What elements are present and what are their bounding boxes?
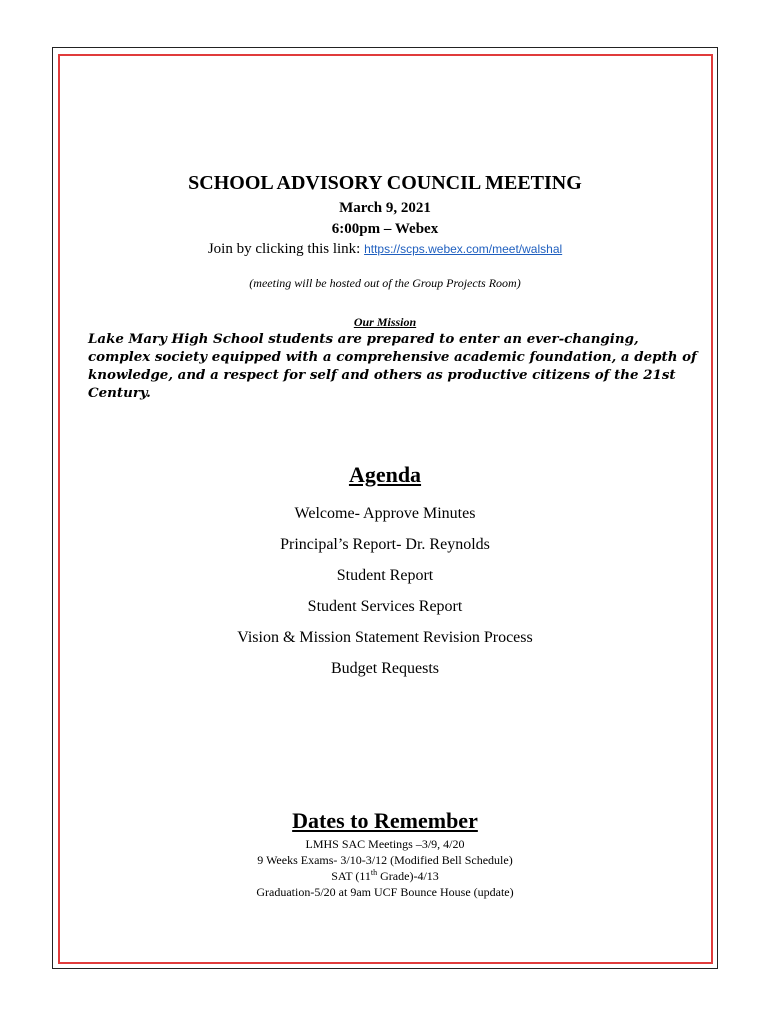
- dates-list: [60, 836, 710, 900]
- join-prefix: Join by clicking this link:: [207, 241, 365, 257]
- meeting-time: 6:00pm – Webex: [331, 221, 439, 237]
- meeting-title: SCHOOL ADVISORY COUNCIL MEETING: [188, 172, 582, 194]
- join-line: [60, 241, 710, 258]
- agenda-item: Vision & Mission Statement Revision Process: [237, 629, 533, 646]
- sat-prefix: SAT (11: [331, 869, 371, 883]
- mission-statement: Lake Mary High School students are prepared to enter an ever-changing, complex society equipped with a comprehensive academic foundation, a depth of knowledge, and a respect for self and others as productive citizens of the 21st Century.: [88, 331, 697, 401]
- date-item: Graduation-5/20 at 9am UCF Bounce House (update): [256, 885, 514, 899]
- meeting-date: March 9, 2021: [339, 200, 431, 216]
- sat-superscript: th: [370, 868, 378, 877]
- webex-join-link[interactable]: https://scps.webex.com/meet/walshal: [364, 242, 563, 256]
- dates-heading: Dates to Remember: [292, 808, 478, 833]
- date-item: LMHS SAC Meetings –3/9, 4/20: [305, 837, 465, 851]
- hosted-location-note: (meeting will be hosted out of the Group Projects Room): [249, 276, 521, 290]
- mission-heading: Our Mission: [353, 315, 417, 329]
- agenda-item: Principal’s Report- Dr. Reynolds: [280, 536, 490, 553]
- date-item: 9 Weeks Exams- 3/10-3/12 (Modified Bell Schedule): [257, 853, 513, 867]
- agenda-item: Welcome- Approve Minutes: [294, 505, 476, 522]
- sat-suffix: Grade)-4/13: [377, 869, 439, 883]
- date-item: [60, 868, 710, 884]
- agenda-item: Student Report: [336, 567, 434, 584]
- agenda-list: [60, 502, 710, 688]
- agenda-item: Budget Requests: [331, 660, 439, 677]
- agenda-item: Student Services Report: [307, 598, 463, 615]
- agenda-heading: Agenda: [348, 462, 422, 487]
